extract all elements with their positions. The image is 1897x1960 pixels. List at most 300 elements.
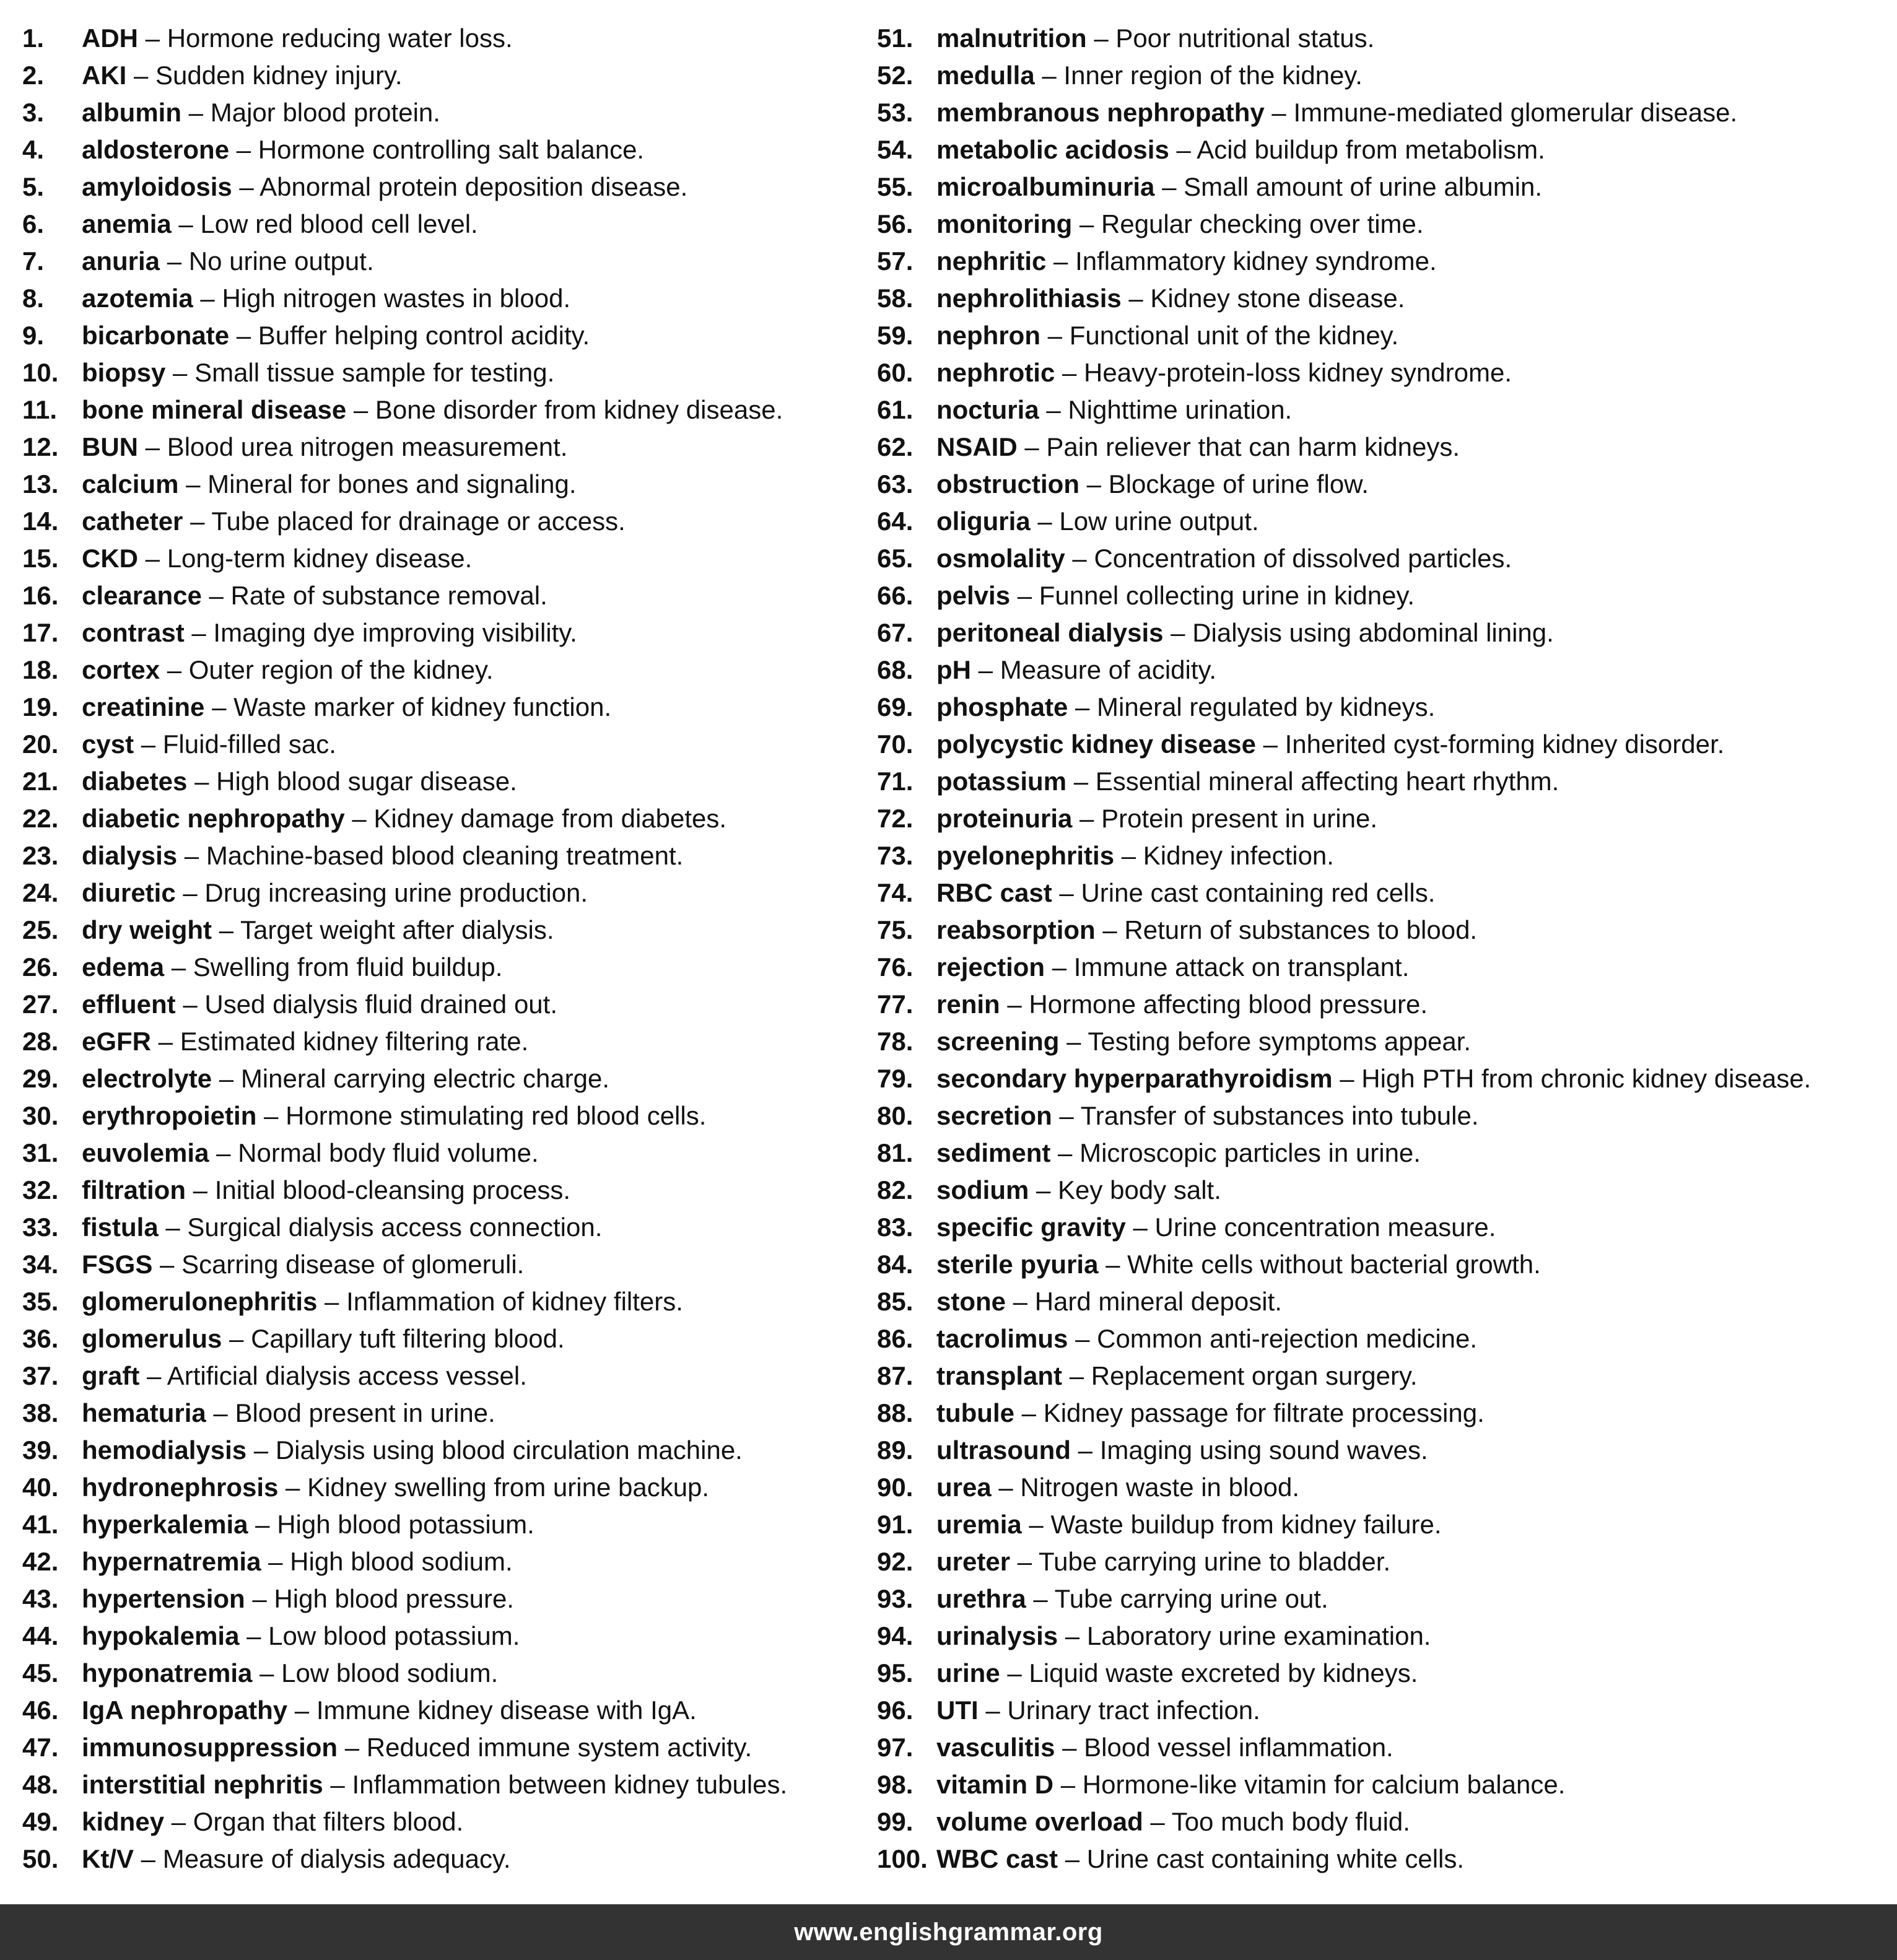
entry-definition: High blood sodium. (290, 1547, 513, 1576)
entry-separator: – (134, 730, 163, 759)
glossary-entry (877, 466, 1893, 503)
entry-text (936, 1432, 1428, 1469)
entry-separator: – (278, 1473, 308, 1502)
entry-separator: – (160, 655, 189, 684)
entry-text (82, 1320, 565, 1357)
entry-separator: – (152, 1250, 182, 1279)
entry-separator: – (245, 1584, 274, 1613)
entry-number: 28. (22, 1027, 59, 1056)
entry-separator: – (1114, 841, 1143, 870)
entry-definition: Heavy-protein-loss kidney syndrome. (1084, 358, 1512, 387)
entry-separator: – (185, 1175, 215, 1204)
entry-separator: – (1068, 1324, 1097, 1353)
entry-definition: Measure of dialysis adequacy. (162, 1844, 511, 1873)
entry-separator: – (175, 878, 205, 907)
entry-text (82, 1506, 534, 1543)
entry-separator: – (1062, 1361, 1091, 1390)
entry-separator: – (160, 246, 189, 276)
entry-number: 10. (22, 358, 59, 387)
glossary-entry (22, 726, 858, 763)
entry-text (82, 1543, 513, 1580)
entry-definition: Drug increasing urine production. (204, 878, 588, 907)
entry-number: 91. (877, 1510, 914, 1539)
glossary-entry (22, 800, 858, 837)
entry-text (82, 466, 577, 503)
entry-number: 71. (877, 767, 914, 796)
entry-term: tubule (936, 1398, 1014, 1427)
entry-term: cyst (82, 730, 134, 759)
entry-term: FSGS (82, 1250, 153, 1279)
entry-number: 92. (877, 1547, 914, 1576)
entry-definition: Urine cast containing white cells. (1086, 1844, 1465, 1873)
entry-definition: High blood potassium. (277, 1510, 534, 1539)
glossary-entry (877, 354, 1893, 391)
glossary-entry (22, 429, 858, 466)
entry-number: 1. (22, 24, 45, 53)
entry-term: obstruction (936, 469, 1079, 499)
entry-definition: Acid buildup from metabolism. (1197, 135, 1545, 164)
entry-term: calcium (82, 469, 179, 499)
entry-separator: – (1058, 1621, 1087, 1650)
glossary-entry (22, 243, 858, 280)
entry-term: BUN (82, 432, 138, 461)
entry-separator: – (1017, 432, 1047, 461)
entry-definition: Sudden kidney injury. (155, 61, 403, 90)
entry-term: uremia (936, 1510, 1022, 1539)
entry-term: NSAID (936, 432, 1018, 461)
entry-number: 62. (877, 432, 914, 461)
entry-text (936, 1543, 1390, 1580)
entry-text (936, 1320, 1477, 1357)
entry-term: AKI (82, 61, 127, 90)
entry-term: diuretic (82, 878, 176, 907)
glossary-entry (877, 168, 1893, 206)
entry-number: 53. (877, 98, 914, 127)
glossary-entry (877, 1060, 1893, 1097)
entry-term: contrast (82, 618, 185, 647)
entry-definition: Inflammatory kidney syndrome. (1075, 246, 1437, 276)
entry-term: sediment (936, 1138, 1051, 1167)
entry-text (936, 94, 1737, 131)
entry-number: 26. (22, 952, 59, 982)
entry-number: 85. (877, 1287, 914, 1316)
entry-term: urine (936, 1658, 1000, 1688)
entry-separator: – (1010, 1547, 1039, 1576)
glossary-entry (877, 243, 1893, 280)
entry-definition: Waste buildup from kidney failure. (1050, 1510, 1442, 1539)
entry-number: 61. (877, 395, 914, 424)
entry-separator: – (1125, 1213, 1155, 1242)
entry-definition: Scarring disease of glomeruli. (181, 1250, 525, 1279)
glossary-entry (877, 1023, 1893, 1060)
entry-text (936, 57, 1363, 94)
entry-number: 89. (877, 1435, 914, 1465)
entry-number: 57. (877, 246, 914, 276)
glossary-entry (877, 391, 1893, 429)
entry-text (82, 614, 577, 651)
glossary-entry (22, 1432, 858, 1469)
entry-definition: Urinary tract infection. (1007, 1696, 1260, 1725)
entry-term: erythropoietin (82, 1101, 257, 1130)
entry-term: vitamin D (936, 1770, 1054, 1799)
entry-number: 59. (877, 321, 914, 350)
entry-text (82, 503, 626, 540)
entry-separator: – (193, 284, 222, 313)
glossary-entry (22, 1766, 858, 1803)
entry-text (936, 577, 1415, 614)
glossary-entry (22, 614, 858, 651)
entry-separator: – (1095, 915, 1125, 944)
glossary-entry (877, 1803, 1893, 1840)
entry-separator: – (171, 209, 201, 238)
glossary-entry (877, 1469, 1893, 1506)
entry-number: 79. (877, 1064, 914, 1093)
entry-number: 14. (22, 507, 59, 536)
entry-term: nephritic (936, 246, 1047, 276)
entry-term: phosphate (936, 692, 1068, 721)
entry-number: 22. (22, 804, 59, 833)
entry-definition: Inner region of the kidney. (1063, 61, 1363, 90)
entry-definition: Small amount of urine albumin. (1184, 172, 1543, 201)
entry-number: 60. (877, 358, 914, 387)
entry-number: 64. (877, 507, 914, 536)
entry-term: graft (82, 1361, 140, 1390)
entry-text (936, 689, 1435, 726)
entry-definition: Capillary tuft filtering blood. (251, 1324, 565, 1353)
entry-definition: Estimated kidney filtering rate. (180, 1027, 529, 1056)
entry-text (936, 206, 1424, 243)
entry-definition: Artificial dialysis access vessel. (167, 1361, 527, 1390)
entry-separator: – (187, 767, 217, 796)
entry-separator: – (1014, 1398, 1044, 1427)
entry-definition: Kidney passage for filtrate processing. (1043, 1398, 1485, 1427)
entry-separator: – (1121, 284, 1151, 313)
entry-definition: Outer region of the kidney. (188, 655, 494, 684)
entry-term: hypokalemia (82, 1621, 240, 1650)
entry-term: sterile pyuria (936, 1250, 1099, 1279)
entry-term: hyponatremia (82, 1658, 253, 1688)
entry-text (82, 1023, 528, 1060)
entry-separator: – (1000, 990, 1029, 1019)
entry-term: catheter (82, 507, 183, 536)
entry-separator: – (239, 1621, 269, 1650)
entry-definition: Low urine output. (1059, 507, 1259, 536)
glossary-entry (22, 20, 858, 57)
entry-number: 29. (22, 1064, 59, 1093)
entry-term: edema (82, 952, 165, 982)
entry-term: bicarbonate (82, 321, 230, 350)
entry-term: pelvis (936, 581, 1011, 610)
glossary-entry (877, 20, 1893, 57)
entry-text (82, 912, 554, 949)
entry-definition: Rate of substance removal. (230, 581, 547, 610)
glossary-entry (877, 874, 1893, 912)
entry-separator: – (229, 135, 258, 164)
entry-definition: Dialysis using blood circulation machine. (275, 1435, 743, 1465)
entry-separator: – (1034, 61, 1064, 90)
entry-number: 72. (877, 804, 914, 833)
entry-definition: Mineral regulated by kidneys. (1097, 692, 1436, 721)
entry-text (936, 726, 1724, 763)
entry-separator: – (1029, 1175, 1058, 1204)
entry-definition: Imaging using sound waves. (1099, 1435, 1428, 1465)
entry-number: 44. (22, 1621, 59, 1650)
entry-definition: Fluid-filled sac. (162, 730, 336, 759)
entry-definition: Hormone affecting blood pressure. (1029, 990, 1428, 1019)
footer-website[interactable]: www.englishgrammar.org (794, 1918, 1103, 1946)
entry-term: nephrotic (936, 358, 1055, 387)
glossary-entry (877, 614, 1893, 651)
entry-text (82, 1655, 498, 1692)
entry-separator: – (1143, 1807, 1172, 1836)
entry-separator: – (138, 432, 167, 461)
entry-separator: – (1079, 469, 1109, 499)
glossary-entry (877, 726, 1893, 763)
entry-term: glomerulus (82, 1324, 222, 1353)
entry-separator: – (1255, 730, 1285, 759)
entry-definition: Immune attack on transplant. (1073, 952, 1410, 982)
entry-number: 17. (22, 618, 59, 647)
entry-definition: Reduced immune system activity. (366, 1733, 752, 1762)
glossary-entry (877, 763, 1893, 800)
entry-separator: – (252, 1658, 282, 1688)
glossary-entry (22, 912, 858, 949)
entry-text (82, 986, 557, 1023)
entry-definition: Return of substances to blood. (1124, 915, 1478, 944)
entry-separator: – (1053, 1770, 1083, 1799)
glossary-entry (22, 1729, 858, 1766)
entry-term: nephron (936, 321, 1040, 350)
glossary-entry (877, 1135, 1893, 1172)
glossary-entry (22, 763, 858, 800)
entry-definition: Hormone controlling salt balance. (258, 135, 645, 164)
entry-text (936, 1135, 1421, 1172)
entry-definition: Inherited cyst-forming kidney disorder. (1284, 730, 1725, 759)
entry-number: 100. (877, 1844, 928, 1873)
entry-number: 2. (22, 61, 45, 90)
entry-term: metabolic acidosis (936, 135, 1169, 164)
entry-text (82, 354, 554, 391)
entry-number: 50. (22, 1844, 59, 1873)
entry-definition: Nighttime urination. (1068, 395, 1293, 424)
entry-text (82, 391, 783, 429)
glossary-entry (22, 317, 858, 354)
entry-text (936, 1283, 1282, 1320)
entry-term: effluent (82, 990, 176, 1019)
entry-definition: Hormone-like vitamin for calcium balance. (1082, 1770, 1566, 1799)
entry-number: 35. (22, 1287, 59, 1316)
glossary-entry (877, 1320, 1893, 1357)
glossary-entry (22, 1172, 858, 1209)
entry-number: 8. (22, 284, 45, 313)
entry-number: 36. (22, 1324, 59, 1353)
glossary-entry (22, 1840, 858, 1878)
entry-number: 80. (877, 1101, 914, 1130)
entry-definition: Long-term kidney disease. (167, 544, 473, 573)
entry-number: 25. (22, 915, 59, 944)
entry-definition: Swelling from fluid buildup. (193, 952, 503, 982)
entry-number: 42. (22, 1547, 59, 1576)
glossary-entry (877, 1580, 1893, 1618)
entry-definition: Target weight after dialysis. (240, 915, 554, 944)
glossary-entry (22, 168, 858, 206)
entry-term: fistula (82, 1213, 159, 1242)
entry-term: hypertension (82, 1584, 245, 1613)
entry-separator: – (317, 1287, 347, 1316)
entry-definition: Hormone stimulating red blood cells. (286, 1101, 707, 1130)
glossary-entry (877, 912, 1893, 949)
entry-separator: – (1332, 1064, 1362, 1093)
entry-separator: – (184, 618, 214, 647)
entry-number: 12. (22, 432, 59, 461)
entry-term: UTI (936, 1696, 979, 1725)
entry-text (82, 20, 513, 57)
entry-term: immunosuppression (82, 1733, 338, 1762)
entry-number: 97. (877, 1733, 914, 1762)
glossary-entry (877, 949, 1893, 986)
entry-text (936, 280, 1405, 317)
entry-separator: – (229, 321, 258, 350)
glossary-entry (877, 1692, 1893, 1729)
entry-separator: – (338, 1733, 367, 1762)
entry-text (82, 429, 567, 466)
entry-definition: Microscopic particles in urine. (1079, 1138, 1421, 1167)
entry-term: transplant (936, 1361, 1063, 1390)
entry-separator: – (209, 1138, 238, 1167)
entry-definition: Normal body fluid volume. (238, 1138, 539, 1167)
entry-text (936, 1803, 1410, 1840)
entry-term: hydronephrosis (82, 1473, 279, 1502)
entry-text (936, 1766, 1565, 1803)
entry-number: 43. (22, 1584, 59, 1613)
entry-separator: – (1071, 1435, 1100, 1465)
entry-definition: Replacement organ surgery. (1091, 1361, 1418, 1390)
entry-number: 65. (877, 544, 914, 573)
entry-number: 94. (877, 1621, 914, 1650)
entry-text (82, 1209, 602, 1246)
entry-definition: Major blood protein. (210, 98, 440, 127)
entry-separator: – (1086, 24, 1116, 53)
glossary-entry (22, 94, 858, 131)
entry-text (936, 1060, 1811, 1097)
entry-text (936, 317, 1398, 354)
glossary-entry (22, 651, 858, 689)
entry-term: monitoring (936, 209, 1073, 238)
entry-separator: – (1050, 1138, 1080, 1167)
entry-separator: – (1045, 952, 1074, 982)
entry-number: 86. (877, 1324, 914, 1353)
entry-text (82, 949, 502, 986)
entry-number: 34. (22, 1250, 59, 1279)
entry-definition: Poor nutritional status. (1115, 24, 1375, 53)
entry-number: 51. (877, 24, 914, 53)
entry-term: hematuria (82, 1398, 206, 1427)
entry-term: nocturia (936, 395, 1039, 424)
entry-text (936, 1357, 1418, 1395)
entry-number: 49. (22, 1807, 59, 1836)
glossary-entry (877, 1543, 1893, 1580)
entry-separator: – (1010, 581, 1039, 610)
entry-separator: – (1169, 135, 1197, 164)
glossary-entry (22, 1580, 858, 1618)
entry-term: peritoneal dialysis (936, 618, 1164, 647)
glossary-entry (22, 354, 858, 391)
entry-separator: – (183, 507, 212, 536)
entry-term: ultrasound (936, 1435, 1071, 1465)
entry-number: 5. (22, 172, 45, 201)
entry-separator: – (206, 1398, 235, 1427)
entry-text (82, 131, 644, 168)
entry-term: screening (936, 1027, 1060, 1056)
entry-separator: – (971, 655, 1000, 684)
entry-term: proteinuria (936, 804, 1073, 833)
glossary-column-left (22, 20, 858, 1878)
entry-separator: – (1006, 1287, 1035, 1316)
entry-definition: Used dialysis fluid drained out. (204, 990, 558, 1019)
entry-separator: – (1040, 321, 1070, 350)
entry-number: 76. (877, 952, 914, 982)
entry-definition: Organ that filters blood. (193, 1807, 464, 1836)
entry-definition: Immune kidney disease with IgA. (316, 1696, 697, 1725)
entry-term: anemia (82, 209, 172, 238)
entry-number: 23. (22, 841, 59, 870)
entry-number: 7. (22, 246, 45, 276)
entry-number: 3. (22, 98, 45, 127)
entry-term: Kt/V (82, 1844, 134, 1873)
glossary-entry (877, 206, 1893, 243)
glossary-entry (877, 57, 1893, 94)
entry-text (936, 837, 1334, 874)
glossary-entry (877, 1283, 1893, 1320)
entry-separator: – (1059, 1027, 1088, 1056)
glossary-entry (877, 1506, 1893, 1543)
entry-number: 21. (22, 767, 59, 796)
glossary-entry (22, 837, 858, 874)
entry-term: microalbuminuria (936, 172, 1155, 201)
entry-term: hyperkalemia (82, 1510, 248, 1539)
glossary-entry (877, 837, 1893, 874)
entry-separator: – (1066, 767, 1096, 796)
entry-definition: Urine cast containing red cells. (1081, 878, 1436, 907)
entry-separator: – (201, 581, 231, 610)
glossary-entry (877, 651, 1893, 689)
entry-term: cortex (82, 655, 160, 684)
entry-definition: Tube carrying urine out. (1054, 1584, 1328, 1613)
entry-text (936, 1840, 1464, 1878)
glossary-entry (22, 1543, 858, 1580)
entry-text (82, 280, 570, 317)
entry-number: 27. (22, 990, 59, 1019)
entry-term: dry weight (82, 915, 212, 944)
entry-separator: – (212, 1064, 241, 1093)
glossary-entry (22, 1135, 858, 1172)
entry-definition: Essential mineral affecting heart rhythm. (1095, 767, 1559, 796)
entry-text (936, 1246, 1541, 1283)
entry-definition: Mineral for bones and signaling. (207, 469, 577, 499)
entry-text (936, 503, 1259, 540)
glossary-entry (22, 874, 858, 912)
entry-definition: Functional unit of the kidney. (1069, 321, 1399, 350)
entry-number: 6. (22, 209, 45, 238)
entry-separator: – (256, 1101, 286, 1130)
entry-text (936, 1580, 1328, 1618)
entry-text (936, 1209, 1496, 1246)
entry-separator: – (1052, 878, 1081, 907)
entry-term: anuria (82, 246, 160, 276)
entry-text (936, 1618, 1431, 1655)
entry-text (936, 1692, 1260, 1729)
entry-separator: – (138, 544, 167, 573)
